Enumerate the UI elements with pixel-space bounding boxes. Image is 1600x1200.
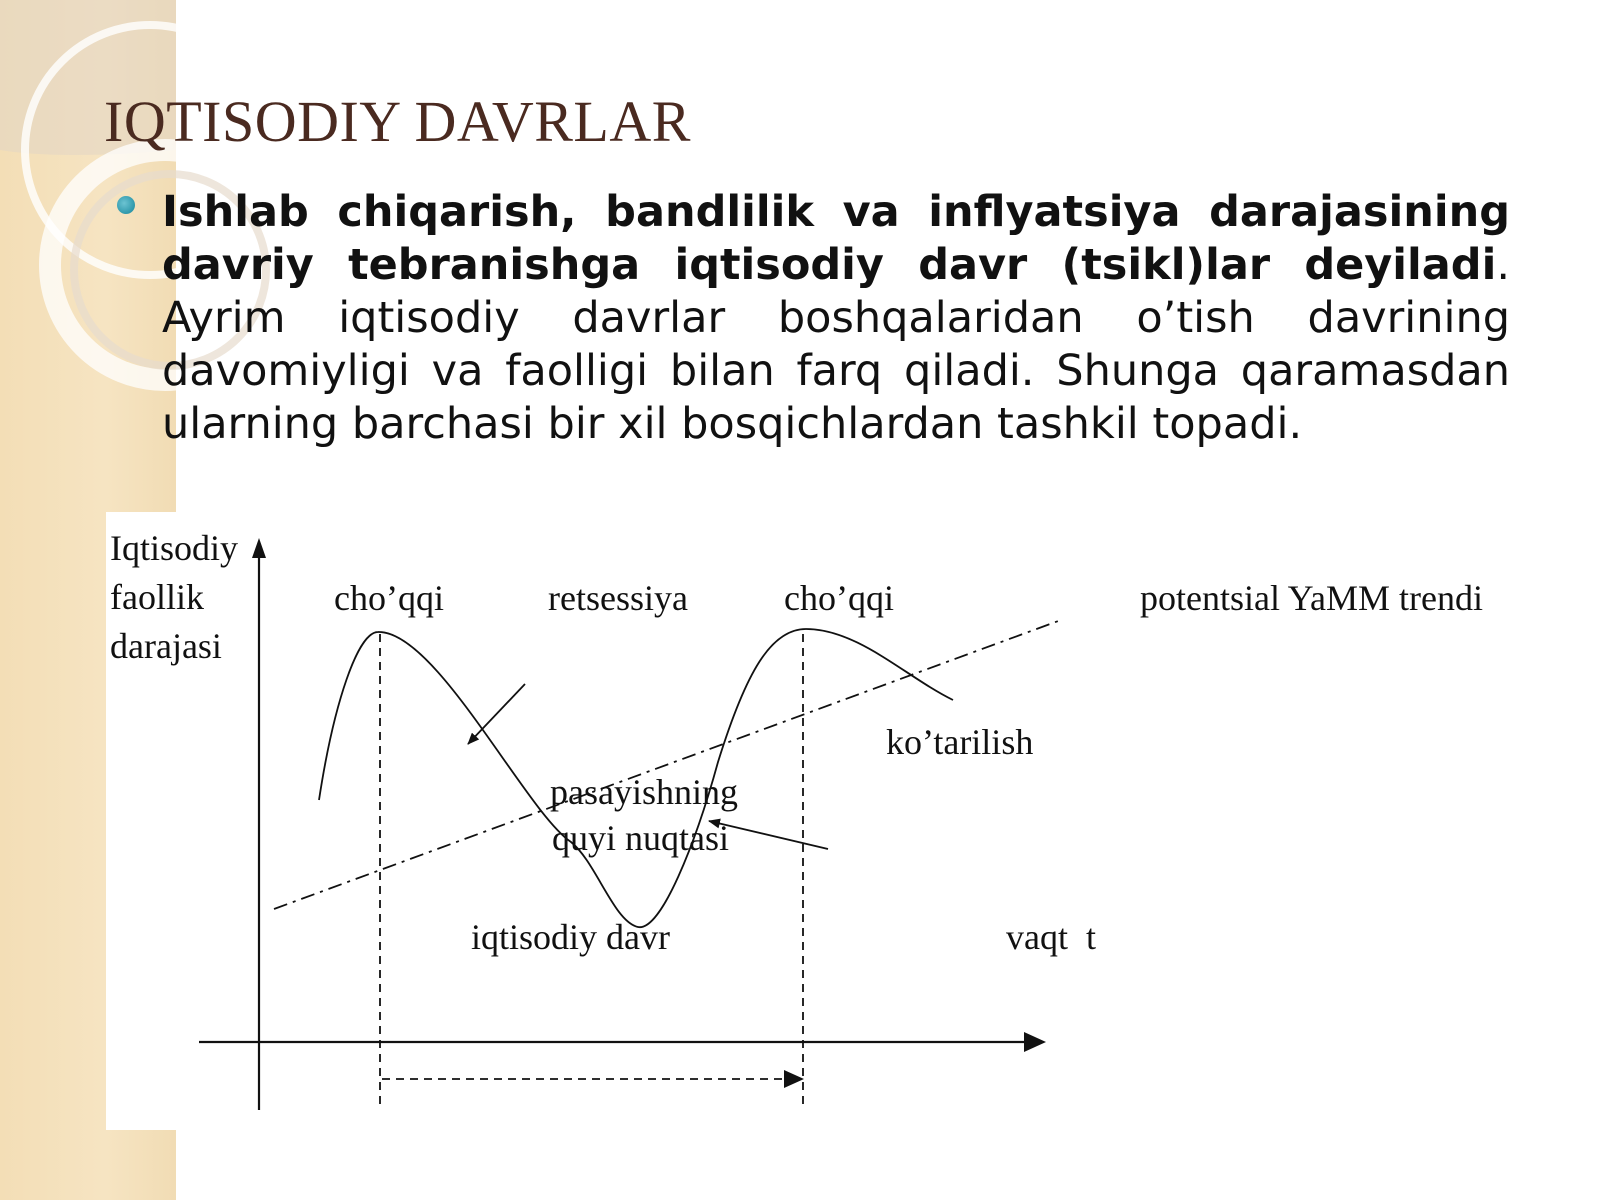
x-axis-arrow <box>1024 1032 1046 1052</box>
bullet-icon <box>117 196 135 214</box>
trough-label-line2: quyi nuqtasi <box>552 818 729 858</box>
peak-label-1: cho’qqi <box>334 578 444 618</box>
diagram-svg <box>106 512 1576 1130</box>
business-cycle-diagram <box>106 512 1576 1130</box>
trend-line <box>274 620 1061 909</box>
cycle-length-arrowhead <box>784 1070 804 1088</box>
body-paragraph <box>162 186 1510 451</box>
slide-title: IQTISODIY DAVRLAR <box>104 89 691 154</box>
y-axis-arrow <box>252 538 266 558</box>
peak-label-2: cho’qqi <box>784 578 894 618</box>
description-text: . Ayrim iqtisodiy davrlar boshqalaridan o’tish davrining davomiyligi va faolligi bilan farq qiladi. Shunga qaramasdan ularning barchasi bir xil bosqichlardan tashkil topadi. <box>162 240 1510 449</box>
cycle-label: iqtisodiy davr <box>471 917 670 957</box>
y-axis-label-line2: faollik <box>110 577 204 617</box>
y-axis-label-line1: Iqtisodiy <box>110 528 239 568</box>
recession-label: retsessiya <box>548 578 688 618</box>
recession-pointer <box>468 684 525 744</box>
definition-text: Ishlab chiqarish, bandlilik va inflyatsiya darajasining davriy tebranishga iqtisodiy davr (tsikl)lar deyiladi <box>162 187 1510 290</box>
y-axis-label-line3: darajasi <box>110 626 222 666</box>
trend-label: potentsial YaMM trendi <box>1140 578 1484 618</box>
recovery-label: ko’tarilish <box>886 722 1034 762</box>
x-axis-label: vaqt t <box>1006 917 1096 957</box>
trough-label-line1: pasayishning <box>550 772 738 812</box>
